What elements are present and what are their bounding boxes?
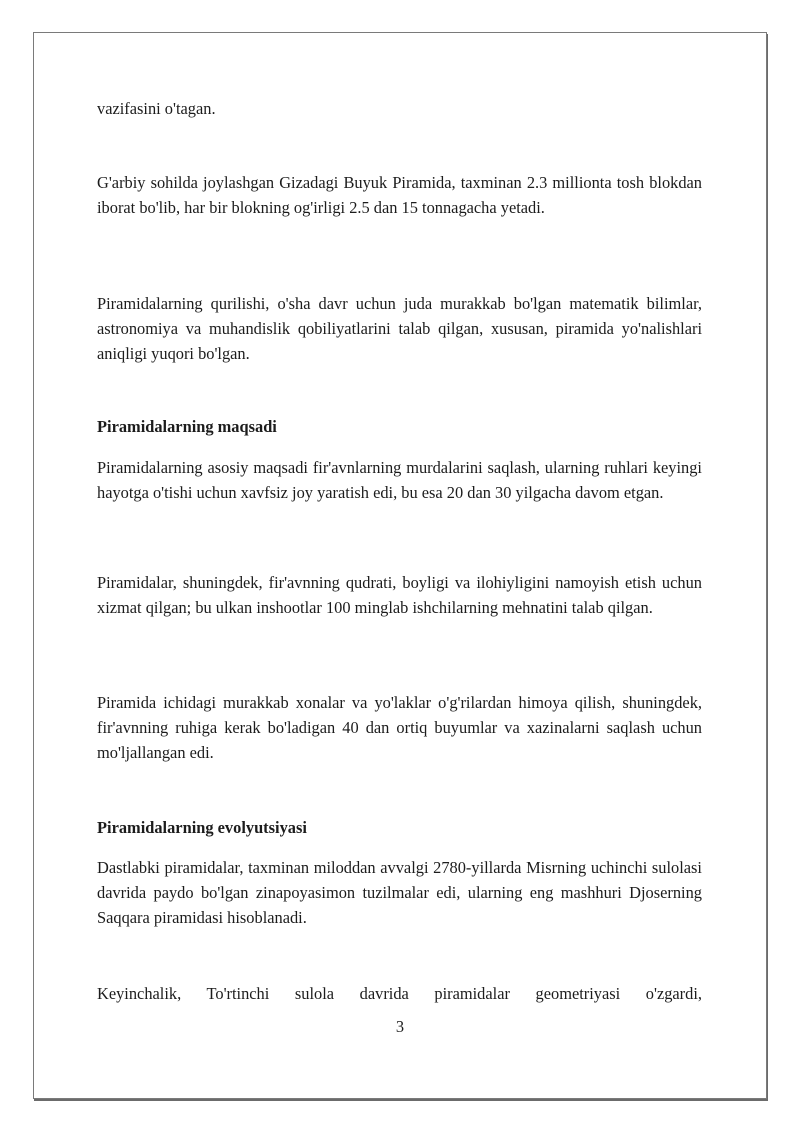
paragraph-continuation: vazifasini o'tagan. (97, 99, 216, 118)
paragraph-great-pyramid: G'arbiy sohilda joylashgan Gizadagi Buyuk Piramida, taxminan 2.3 millionta tosh blokdan iborat bo'lib, har bir blokning og'irligi 2.5 dan 15 tonnagacha yetadi. (97, 173, 702, 217)
paragraph-purpose-main: Piramidalarning asosiy maqsadi fir'avnlarning murdalarini saqlash, ularning ruhlari keyingi hayotga o'tishi uchun xavfsiz joy yaratish edi, bu esa 20 dan 30 yilgacha davom etgan. (97, 458, 702, 502)
paragraph-construction: Piramidalarning qurilishi, o'sha davr uchun juda murakkab bo'lgan matematik bilimlar, astronomiya va muhandislik qobiliyatlarini talab qilgan, xususan, piramida yo'nalishlari aniqligi yuqori bo'lgan. (97, 294, 702, 363)
paragraph-purpose-power: Piramidalar, shuningdek, fir'avnning qudrati, boyligi va ilohiyligini namoyish etish uchun xizmat qilgan; bu ulkan inshootlar 100 minglab ishchilarning mehnatini talab qilgan. (97, 573, 702, 617)
paragraph-later-pyramids: Keyinchalik, To'rtinchi sulola davrida piramidalar geometriyasi o'zgardi, (97, 984, 702, 1003)
page-number: 3 (395, 1017, 405, 1036)
paragraph-purpose-chambers: Piramida ichidagi murakkab xonalar va yo'laklar o'g'rilardan himoya qilish, shuningdek, fir'avnning ruhiga kerak bo'ladigan 40 dan ortiq buyumlar va xazinalarni saqlash uchun mo'ljallangan edi. (97, 693, 702, 762)
paragraph-early-pyramids: Dastlabki piramidalar, taxminan miloddan avvalgi 2780-yillarda Misrning uchinchi sulolasi davrida paydo bo'lgan zinapoyasimon tuzilmalar edi, ularning eng mashhuri Djoserning Saqqara piramidasi hisoblanadi. (97, 858, 702, 927)
heading-purpose: Piramidalarning maqsadi (97, 417, 277, 436)
heading-evolution: Piramidalarning evolyutsiyasi (97, 818, 307, 837)
